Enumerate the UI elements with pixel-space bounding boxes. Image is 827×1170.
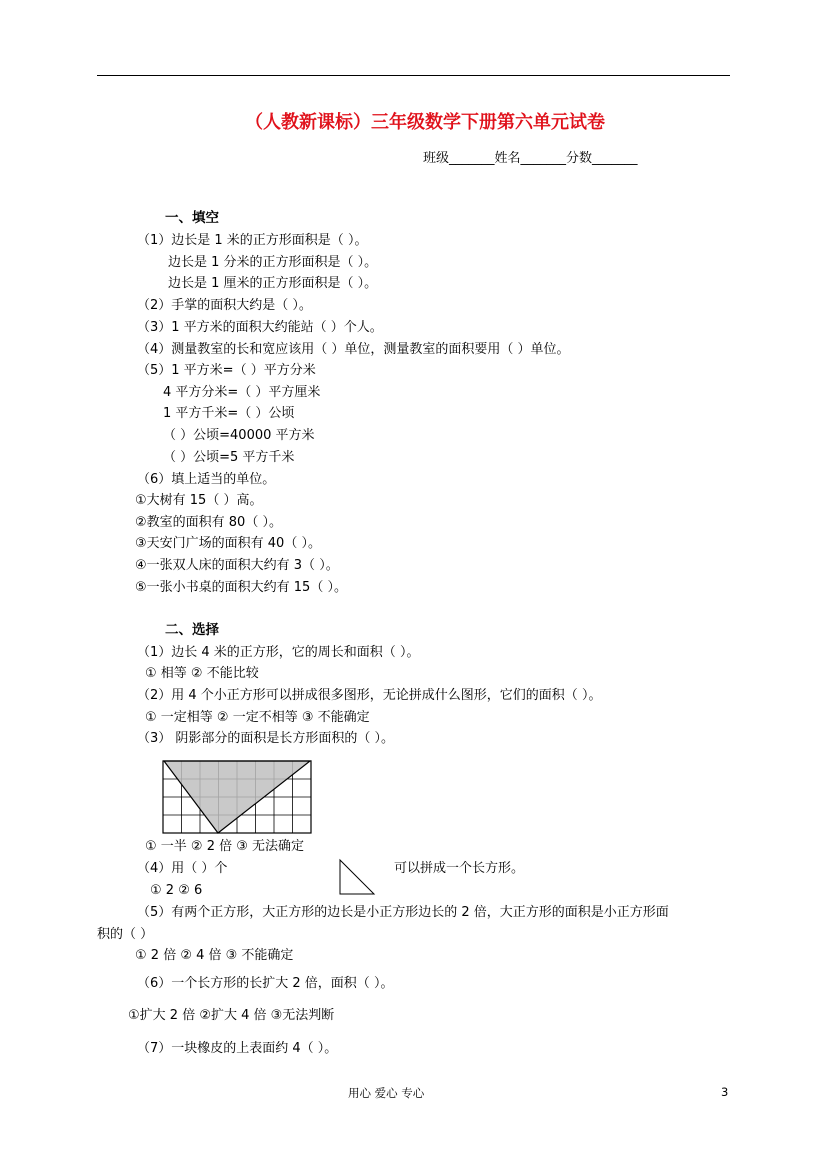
question-line: （3）1 平方米的面积大约能站（ ）个人。: [137, 320, 383, 335]
option-line: ① 2 倍 ② 4 倍 ③ 不能确定: [135, 948, 294, 963]
question-line: （1）边长 4 米的正方形，它的周长和面积（ ）。: [137, 645, 420, 660]
option-line: ① 一半 ② 2 倍 ③ 无法确定: [145, 839, 305, 854]
question-line: 积的（ ）: [97, 927, 154, 942]
section-heading-choice: 二、选择: [165, 622, 219, 638]
question-line: 可以拼成一个长方形。: [394, 861, 525, 876]
question-line: （ ）公顷=40000 平方米: [163, 428, 315, 443]
option-line: ① 相等 ② 不能比较: [145, 666, 259, 681]
right-triangle-figure: [338, 858, 376, 896]
option-line: ① 2 ② 6: [150, 883, 203, 898]
question-line: （4）测量教室的长和宽应该用（ ）单位，测量教室的面积要用（ ）单位。: [137, 342, 570, 357]
question-line: （ ）公顷=5 平方千米: [163, 450, 295, 465]
question-line: （2）手掌的面积大约是（ ）。: [137, 298, 312, 313]
page-title: （人教新课标）三年级数学下册第六单元试卷: [245, 112, 605, 133]
option-line: ①扩大 2 倍 ②扩大 4 倍 ③无法判断: [128, 1008, 335, 1023]
question-line: （5）1 平方米=（ ）平方分米: [137, 363, 316, 378]
question-line: （3） 阴影部分的面积是长方形面积的（ ）。: [137, 731, 395, 746]
question-line: 4 平方分米=（ ）平方厘米: [163, 385, 321, 400]
question-line: （2）用 4 个小正方形可以拼成很多图形，无论拼成什么图形，它们的面积（ ）。: [137, 688, 602, 703]
student-info-line: 班级_______姓名_______分数_______: [423, 151, 638, 166]
footer-motto: 用心 爱心 专心: [348, 1086, 425, 1100]
question-line: ③天安门广场的面积有 40（ ）。: [135, 536, 321, 551]
question-line: （4）用（ ）个: [137, 861, 228, 876]
question-line: （6）一个长方形的长扩大 2 倍，面积（ ）。: [137, 976, 394, 991]
question-line: ②教室的面积有 80（ ）。: [135, 515, 282, 530]
shaded-triangle-grid-figure: [162, 760, 312, 834]
question-line: ⑤一张小书桌的面积大约有 15（ ）。: [135, 580, 347, 595]
question-line: ①大树有 15（ ）高。: [135, 493, 263, 508]
question-line: （6）填上适当的单位。: [137, 472, 276, 487]
question-line: ④一张双人床的面积大约有 3（ ）。: [135, 558, 339, 573]
question-line: （5）有两个正方形，大正方形的边长是小正方形边长的 2 倍，大正方形的面积是小正方形面: [137, 905, 669, 920]
section-heading-fill-blank: 一、填空: [165, 210, 219, 226]
header-rule: [97, 75, 730, 76]
question-line: 边长是 1 厘米的正方形面积是（ ）。: [168, 276, 378, 291]
question-line: （7）一块橡皮的上表面约 4（ ）。: [137, 1041, 338, 1056]
question-line: 边长是 1 分米的正方形面积是（ ）。: [168, 255, 378, 270]
option-line: ① 一定相等 ② 一定不相等 ③ 不能确定: [145, 710, 370, 725]
question-line: （1）边长是 1 米的正方形面积是（ ）。: [137, 233, 368, 248]
page-number: 3: [721, 1085, 729, 1099]
question-line: 1 平方千米=（ ）公顷: [163, 406, 295, 421]
